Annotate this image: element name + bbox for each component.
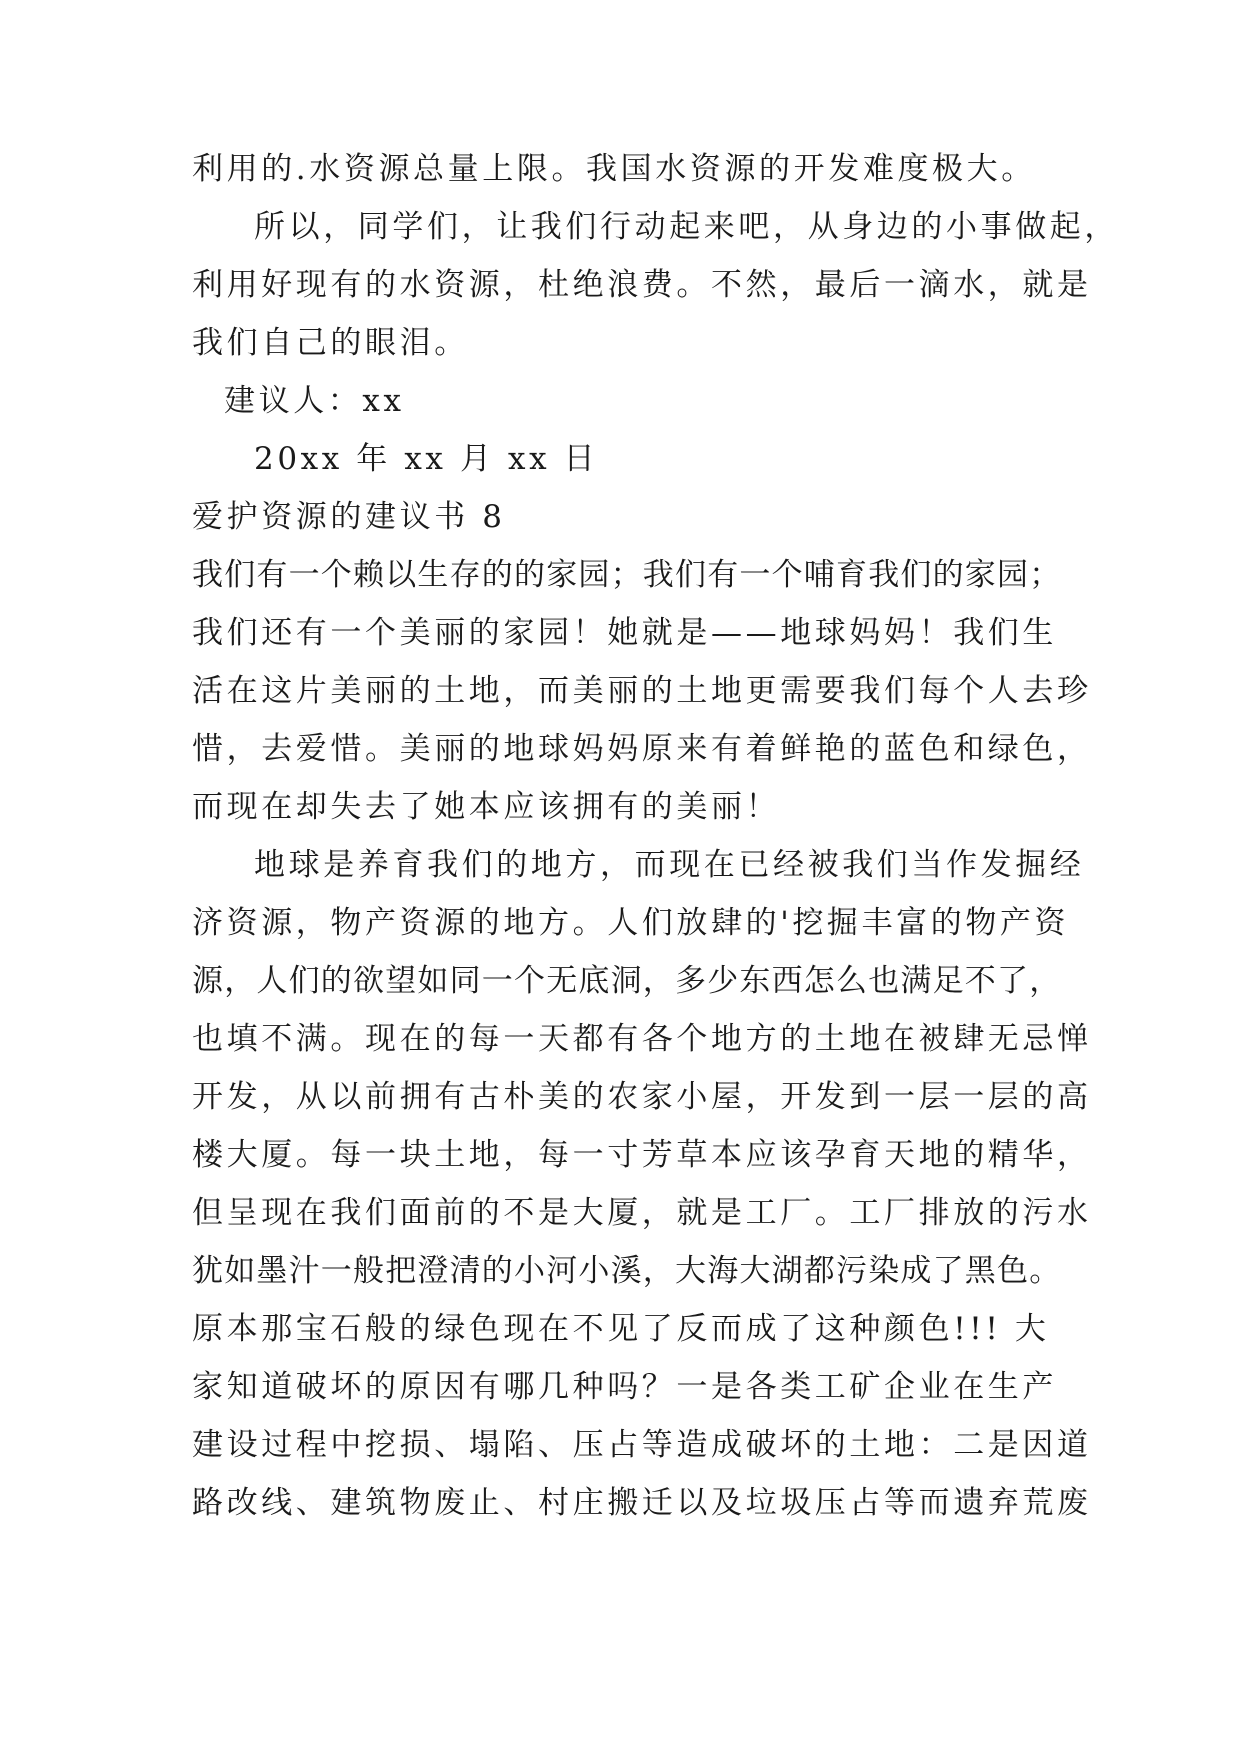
paragraph-line: 路改线、建筑物废止、村庄搬迁以及垃圾压占等而遗弃荒废	[192, 1485, 1092, 1521]
paragraph-line: 我们自己的眼泪。	[192, 325, 469, 361]
paragraph-line: 利用好现有的水资源，杜绝浪费。不然，最后一滴水，就是	[192, 267, 1092, 303]
paragraph-line: 地球是养育我们的地方，而现在已经被我们当作发掘经	[254, 847, 1085, 883]
paragraph-line: 楼大厦。每一块土地，每一寸芳草本应该孕育天地的精华，	[192, 1137, 1092, 1173]
paragraph-line: 但呈现在我们面前的不是大厦，就是工厂。工厂排放的污水	[192, 1195, 1092, 1231]
section-title: 爱护资源的建议书 8	[192, 499, 506, 535]
paragraph-line: 源，人们的欲望如同一个无底洞，多少东西怎么也满足不了，	[192, 963, 1062, 999]
paragraph-line: 济资源，物产资源的地方。人们放肆的'挖掘丰富的物产资	[192, 905, 1070, 941]
paragraph-line: 所以，同学们，让我们行动起来吧，从身边的小事做起，	[254, 209, 1119, 245]
paragraph-line: 活在这片美丽的土地，而美丽的土地更需要我们每个人去珍	[192, 673, 1092, 709]
paragraph-line: 开发，从以前拥有古朴美的农家小屋，开发到一层一层的高	[192, 1079, 1092, 1115]
paragraph-line: 利用的.水资源总量上限。我国水资源的开发难度极大。	[192, 151, 1036, 187]
paragraph-line: 原本那宝石般的绿色现在不见了反而成了这种颜色!!! 大	[192, 1311, 1050, 1347]
paragraph-line: 而现在却失去了她本应该拥有的美丽！	[192, 789, 781, 825]
signature-line: 建议人：xx	[224, 383, 405, 419]
paragraph-line: 我们有一个赖以生存的的家园；我们有一个哺育我们的家园；	[192, 557, 1062, 593]
paragraph-line: 家知道破坏的原因有哪几种吗？一是各类工矿企业在生产	[192, 1369, 1057, 1405]
date-line: 20xx 年 xx 月 xx 日	[254, 441, 599, 477]
paragraph-line: 建设过程中挖损、塌陷、压占等造成破坏的土地：二是因道	[192, 1427, 1092, 1463]
paragraph-line: 犹如墨汁一般把澄清的小河小溪，大海大湖都污染成了黑色。	[192, 1253, 1062, 1289]
paragraph-line: 也填不满。现在的每一天都有各个地方的土地在被肆无忌惮	[192, 1021, 1092, 1057]
paragraph-line: 惜，去爱惜。美丽的地球妈妈原来有着鲜艳的蓝色和绿色，	[192, 731, 1092, 767]
paragraph-line: 我们还有一个美丽的家园！她就是——地球妈妈！我们生	[192, 615, 1057, 651]
